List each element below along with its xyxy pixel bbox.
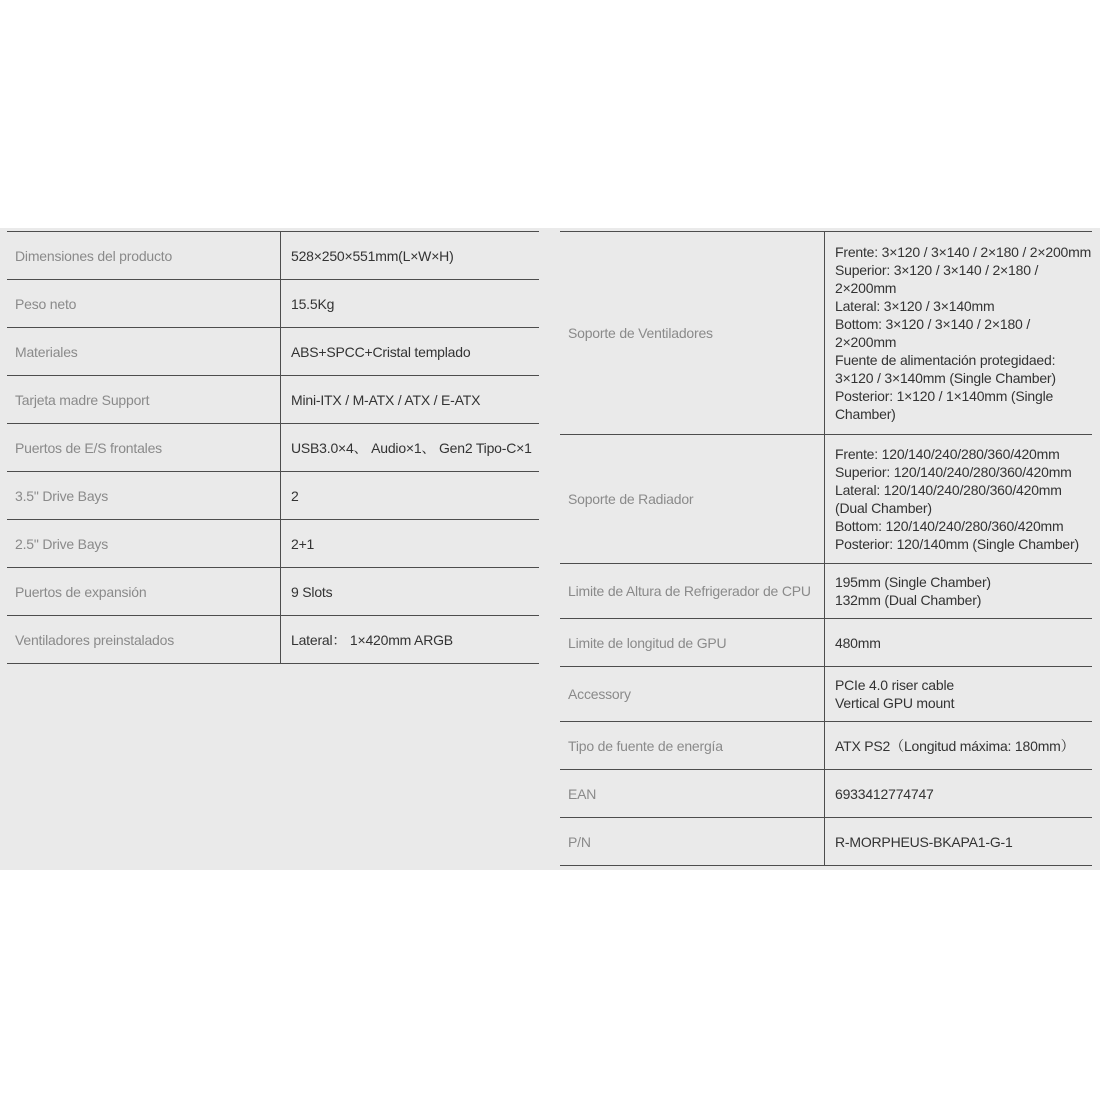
spec-value <box>825 818 1093 866</box>
spec-value-line: Lateral: 120/140/240/280/360/420mm <box>835 482 1062 498</box>
spec-value: USB3.0×4、 Audio×1、 Gen2 Tipo-C×1 <box>281 424 540 472</box>
spec-value-line: 2×200mm <box>835 280 897 296</box>
spec-label: Tarjeta madre Support <box>7 376 281 424</box>
spec-label: 3.5" Drive Bays <box>7 472 281 520</box>
spec-value <box>825 232 1093 435</box>
spec-label: EAN <box>560 770 825 818</box>
spec-label: 2.5" Drive Bays <box>7 520 281 568</box>
spec-label: Materiales <box>7 328 281 376</box>
spec-value-line: Bottom: 3×120 / 3×140 / 2×180 / <box>835 316 1031 332</box>
spec-value-line: Chamber) <box>835 406 896 422</box>
spec-label: Ventiladores preinstalados <box>7 616 281 664</box>
table-row <box>560 667 1092 722</box>
spec-value-line: Posterior: 1×120 / 1×140mm (Single <box>835 388 1054 404</box>
spec-value-line: Superior: 120/140/240/280/360/420mm <box>835 464 1072 480</box>
spec-label: Dimensiones del producto <box>7 232 281 280</box>
spec-value-line: Superior: 3×120 / 3×140 / 2×180 / <box>835 262 1039 278</box>
spec-table-left <box>7 231 539 664</box>
spec-value-line: Fuente de alimentación protegidaed: <box>835 352 1056 368</box>
spec-value <box>825 564 1093 619</box>
table-row <box>7 232 539 280</box>
table-row <box>560 232 1092 435</box>
table-row <box>7 520 539 568</box>
table-row <box>560 818 1092 866</box>
spec-value-line: 3×120 / 3×140mm (Single Chamber) <box>835 370 1056 386</box>
spec-value <box>825 722 1093 770</box>
spec-value: 2 <box>281 472 540 520</box>
spec-label: Tipo de fuente de energía <box>560 722 825 770</box>
spec-label: Limite de longitud de GPU <box>560 619 825 667</box>
spec-value: 2+1 <box>281 520 540 568</box>
spec-value-line: ATX PS2（Longitud máxima: 180mm） <box>835 737 1075 754</box>
spec-value-line: 6933412774747 <box>835 785 934 802</box>
spec-value-line: Frente: 3×120 / 3×140 / 2×180 / 2×200mm <box>835 244 1092 260</box>
spec-label: Peso neto <box>7 280 281 328</box>
spec-value: 9 Slots <box>281 568 540 616</box>
spec-table-right <box>560 231 1092 866</box>
spec-value: Lateral： 1×420mm ARGB <box>281 616 540 664</box>
spec-value-line: Bottom: 120/140/240/280/360/420mm <box>835 518 1064 534</box>
table-row <box>7 568 539 616</box>
spec-value <box>825 770 1093 818</box>
spec-value-line: Lateral: 3×120 / 3×140mm <box>835 298 995 314</box>
spec-value: Mini-ITX / M-ATX / ATX / E-ATX <box>281 376 540 424</box>
table-row <box>560 770 1092 818</box>
table-row <box>7 280 539 328</box>
table-row <box>560 722 1092 770</box>
spec-label: Puertos de E/S frontales <box>7 424 281 472</box>
spec-value-line: Frente: 120/140/240/280/360/420mm <box>835 446 1060 462</box>
spec-label: P/N <box>560 818 825 866</box>
table-row <box>7 472 539 520</box>
spec-label: Accessory <box>560 667 825 722</box>
spec-label: Puertos de expansión <box>7 568 281 616</box>
table-row <box>560 564 1092 619</box>
spec-value <box>825 619 1093 667</box>
spec-value-line: (Dual Chamber) <box>835 500 932 516</box>
spec-value-line: 132mm (Dual Chamber) <box>835 592 982 608</box>
spec-value-line: 195mm (Single Chamber) <box>835 574 991 590</box>
spec-value-line: R-MORPHEUS-BKAPA1-G-1 <box>835 833 1013 850</box>
table-row <box>7 424 539 472</box>
spec-value <box>825 435 1093 564</box>
table-row <box>7 616 539 664</box>
spec-value-line: 2×200mm <box>835 334 897 350</box>
spec-label: Soporte de Ventiladores <box>560 232 825 435</box>
spec-value-line: Vertical GPU mount <box>835 695 955 711</box>
table-row <box>7 328 539 376</box>
spec-value <box>825 667 1093 722</box>
table-row <box>560 619 1092 667</box>
spec-label: Limite de Altura de Refrigerador de CPU <box>560 564 825 619</box>
spec-value: 15.5Kg <box>281 280 540 328</box>
spec-value-line: Posterior: 120/140mm (Single Chamber) <box>835 536 1079 552</box>
spec-value-line: 480mm <box>835 634 881 651</box>
spec-value-line: PCIe 4.0 riser cable <box>835 677 954 693</box>
spec-value: 528×250×551mm(L×W×H) <box>281 232 540 280</box>
table-row <box>7 376 539 424</box>
spec-label: Soporte de Radiador <box>560 435 825 564</box>
table-row <box>560 435 1092 564</box>
spec-value: ABS+SPCC+Cristal templado <box>281 328 540 376</box>
